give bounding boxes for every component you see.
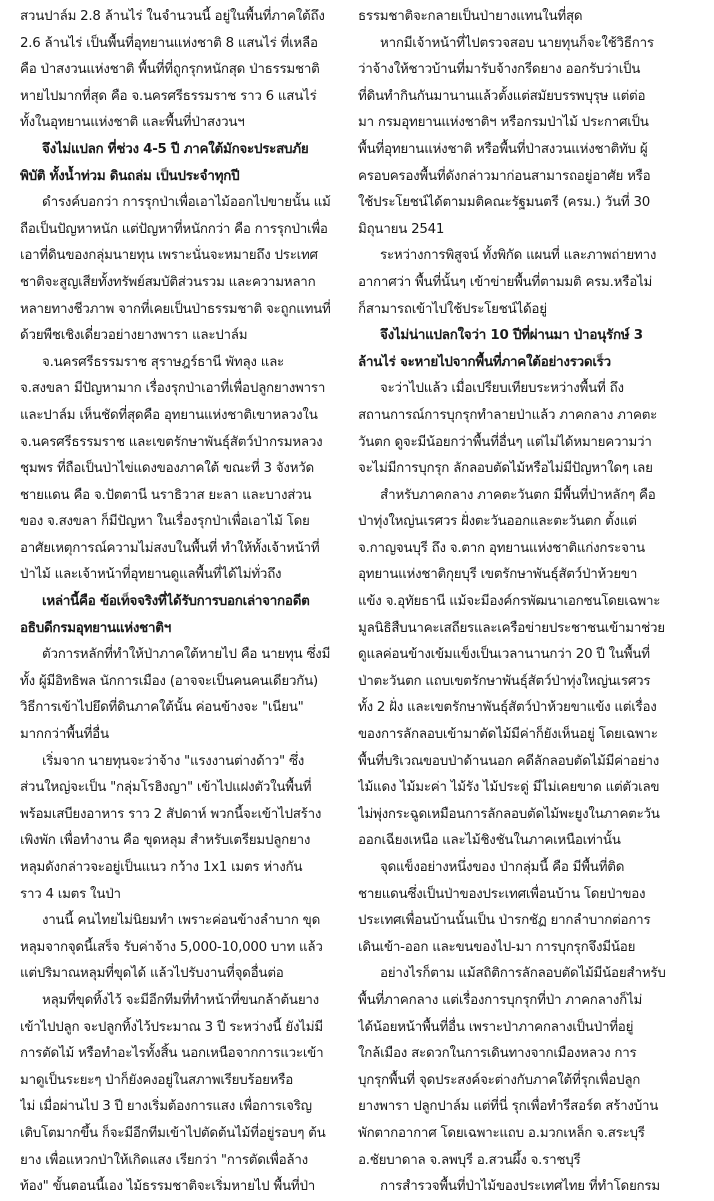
text-line: พื้นที่อุทยานแห่งชาติ หรือพื้นที่ป่าสงวนแห่งชาติทับ ผู้: [358, 141, 648, 157]
text-line: จะว่าไปแล้ว เมื่อเปรียบเทียบระหว่างพื้นที่ ถึง: [380, 381, 624, 397]
text-line: เริ่มจาก นายทุนจะว่าจ้าง "แรงงานต่างด้าว" ซึ่ง: [42, 753, 305, 769]
text-line: สำหรับภาคกลาง ภาคตะวันตก มีพื้นที่ป่าหลักๆ คือ: [380, 487, 656, 503]
text-line: พิบัติ ทั้งน้ำท่วม ดินถล่ม เป็นประจำทุกปี: [20, 168, 240, 184]
text-line: มากกว่าพื้นที่อื่น: [20, 727, 109, 743]
text-line: ของ จ.สงขลา ก็มีปัญหา ในเรื่องรุกป่าเพื่อเอาไม้ โดย: [20, 514, 310, 530]
text-line: ชายแดน คือ จ.ปัตตานี นราธิวาส ยะลา และบางส่วน: [20, 487, 312, 503]
text-line: จึงไม่แปลก ที่ช่วง 4-5 ปี ภาคใต้มักจะประสบภัย: [42, 141, 309, 157]
text-line: ออกเฉียงเหนือ และไม้ชิงชันในภาคเหนือเท่านั้น: [358, 833, 621, 849]
text-line: อย่างไรก็ตาม แม้สถิติการลักลอบตัดไม้มีน้อยสำหรับ: [380, 966, 666, 982]
text-line: หลุมที่ขุดทิ้งไว้ จะมีอีกทีมที่ทำหน้าที่ขนกล้าต้นยาง: [42, 992, 319, 1008]
text-line: เดินเข้า-ออก และขนของไป-มา การบุกรุกจึงมีน้อย: [358, 939, 636, 955]
text-line: สถานการณ์การบุกรุกทำลายป่าแล้ว ภาคกลาง ภาคตะ: [358, 407, 658, 423]
text-line: เหล่านี้คือ ข้อเท็จจริงที่ได้รับการบอกเล่าจากอดีต: [42, 594, 310, 610]
text-line: เอาที่ดินของกลุ่มนายทุน เพราะนั่นจะหมายถึง ประเทศ: [20, 248, 318, 264]
text-line: และปาล์ม เห็นชัดที่สุดคือ อุทยานแห่งชาติเขาหลวงใน: [20, 407, 318, 423]
text-line: หลุมดังกล่าวจะอยู่เป็นแนว กว้าง 1x1 เมตร ห่างกัน: [20, 860, 303, 875]
text-line: การตัดไม้ หรือทำอะไรทั้งสิ้น นอกเหนือจากการแวะเข้า: [20, 1046, 324, 1062]
text-line: อธิบดีกรมอุทยานแห่งชาติฯ: [20, 620, 171, 636]
text-line: พักตากอากาศ โดยเฉพาะแถบ อ.มวกเหล็ก จ.สระบุรี: [358, 1125, 645, 1141]
text-line: ชายแดนซึ่งเป็นป่าของประเทศเพื่อนบ้าน โดยป่าของ: [358, 886, 646, 902]
text-line: ป่าตะวันตก แถบเขตรักษาพันธุ์สัตว์ป่าทุ่งใหญ่นเรศวร: [358, 673, 651, 689]
text-line: ก็สามารถเข้าไปใช้ประโยชน์ได้อยู่: [358, 301, 547, 317]
text-line: แข้ง จ.อุทัยธานี แม้จะมีองค์กรพัฒนาเอกชนโดยเฉพาะ: [358, 594, 661, 610]
text-line: ตัวการหลักที่ทำให้ป่าภาคใต้หายไป คือ นายทุน ซึ่งมี: [42, 647, 331, 663]
text-line: เติบโตมากขึ้น ก็จะมีอีกทีมเข้าไปตัดต้นไม้ที่อยู่รอบๆ ต้น: [20, 1125, 326, 1141]
text-line: เข้าไปปลูก จะปลูกทิ้งไว้ประมาณ 3 ปี ระหว่างนี้ ยังไม่มี: [20, 1019, 323, 1035]
text-line: ใช้ประโยชน์ได้ตามมติคณะรัฐมนตรี (ครม.) วันที่ 30: [358, 195, 651, 211]
text-line: มา กรมอุทยานแห่งชาติฯ หรือกรมป่าไม้ ประกาศเป็น: [358, 115, 649, 131]
text-line: บุกรุกพื้นที่ จุดประสงค์จะต่างกับภาคใต้ที่รุกเพื่อปลูก: [358, 1072, 641, 1088]
text-line: อาศัยเหตุการณ์ความไม่สงบในพื้นที่ ทำให้ทั้งเจ้าหน้าที่: [20, 540, 320, 556]
text-line: ป่าทุ่งใหญ่นเรศวร ฝั่งตะวันออกและตะวันตก ตั้งแต่: [358, 514, 637, 530]
text-line: การสำรวจพื้นที่ป่าไม้ของประเทศไทย ที่ทำโดยกรม: [380, 1179, 660, 1195]
text-line: มาดูเป็นระยะๆ ป่าก็ยังคงอยู่ในสภาพเรียบร้อยหรือ: [20, 1072, 294, 1088]
text-line: หากมีเจ้าหน้าที่ไปตรวจสอบ นายทุนก็จะใช้วิธีการ: [380, 35, 654, 51]
text-line: ที่ดินทำกินกันมานานแล้วตั้งแต่สมัยบรรพบุรุษ แต่ต่อ: [358, 88, 646, 104]
text-line: หลายทางชีวภาพ จากที่เคยเป็นป่าธรรมชาติ จะถูกแทนที่: [20, 301, 331, 317]
text-line: จุดแข็งอย่างหนึ่งของ ป่ากลุ่มนี้ คือ มีพื้นที่ติด: [380, 860, 625, 875]
text-line: ชาติจะสูญเสียทั้งทรัพย์สมบัติส่วนรวม และความหลาก: [20, 274, 316, 290]
text-line: ป่าไม้ และเจ้าหน้าที่อุทยานดูแลพื้นที่ได้ไม่ทั่วถึง: [20, 567, 282, 583]
text-line: มิถุนายน 2541: [358, 221, 445, 237]
left-text-column: [20, 4, 342, 1201]
text-line: ยาง เพื่อแหวกป่าให้เกิดแสง เรียกว่า "การตัดเพื่อล้าง: [20, 1152, 308, 1168]
text-line: ดำรงค์บอกว่า การรุกป่าเพื่อเอาไม้ออกไปขายนั้น แม้: [42, 195, 331, 211]
text-line: เพิงพัก เพื่อทำงาน คือ ขุดหลุม สำหรับเตรียมปลูกยาง: [20, 833, 311, 849]
text-line: อุทยานแห่งชาติกุยบุรี เขตรักษาพันธุ์สัตว์ป่าห้วยขา: [358, 567, 638, 583]
text-line: ธรรมชาติจะกลายเป็นป่ายางแทนในที่สุด: [358, 9, 583, 24]
text-line: ท้อง" ขั้นตอนนี้เอง ไม้ธรรมชาติจะเริ่มหายไป พื้นที่ป่า: [20, 1179, 315, 1195]
text-line: ทั้ง 2 ฝั่ง และเขตรักษาพันธุ์สัตว์ป่าห้วยขาแข้ง แต่เรื่อง: [358, 700, 657, 716]
text-line: พร้อมเสบียงอาหาร ราว 2 สัปดาห์ พวกนี้จะเข้าไปสร้าง: [20, 806, 322, 822]
text-line: จึงไม่น่าแปลกใจว่า 10 ปีที่ผ่านมา ป่าอนุรักษ์ 3: [380, 328, 643, 344]
text-line: พื้นที่บริเวณขอบป่าด้านนอก คดีลักลอบตัดไม้มีค่าอย่าง: [358, 753, 660, 769]
right-text-column: [358, 4, 680, 1201]
text-line: วิธีการเข้าไปยึดที่ดินภาคใต้นั้น ค่อนข้างจะ "เนียน": [20, 700, 304, 716]
text-line: ด้วยพืชเชิงเดี่ยวอย่างยางพารา และปาล์ม: [20, 328, 248, 344]
text-line: อ.ชัยบาดาล จ.ลพบุรี อ.สวนผึ้ง จ.ราชบุรี: [358, 1152, 581, 1168]
text-line: ชุมพร ที่ถือเป็นป่าไข่แดงของภาคใต้ ขณะที่ 3 จังหวัด: [20, 461, 315, 477]
text-line: แต่ปริมาณหลุมที่ขุดได้ แล้วไปรับงานที่จุดอื่นต่อ: [20, 966, 284, 982]
text-line: ล้านไร่ จะหายไปจากพื้นที่ภาคใต้อย่างรวดเร็ว: [358, 354, 611, 370]
text-line: จ.สงขลา มีปัญหามาก เรื่องรุกป่าเอาที่เพื่อปลูกยางพารา: [20, 381, 326, 397]
text-line: ระหว่างการพิสูจน์ ทั้งพิกัด แผนที่ และภาพถ่ายทาง: [380, 248, 657, 264]
text-line: 2.6 ล้านไร่ เป็นพื้นที่อุทยานแห่งชาติ 8 แสนไร่ ที่เหลือ: [20, 35, 318, 51]
text-line: ดูแลค่อนข้างเข้มแข็งเป็นเวลานานกว่า 20 ปี ในพื้นที่: [358, 647, 650, 663]
text-line: วันตก ดูจะมีน้อยกว่าพื้นที่อื่นๆ แต่ไม่ได้หมายความว่า: [358, 434, 652, 450]
text-line: จ.นครศรีธรรมราช สุราษฎร์ธานี พัทลุง และ: [42, 354, 284, 370]
text-line: ว่าจ้างให้ชาวบ้านที่มารับจ้างกรีดยาง ออกรับว่าเป็น: [358, 62, 641, 78]
text-line: ได้น้อยหน้าพื้นที่อื่น เพราะป่าภาคกลางเป็นป่าที่อยู่: [358, 1019, 634, 1035]
text-line: หายไปมากที่สุด คือ จ.นครศรีธรรมราช ราว 6 แสนไร่: [20, 88, 317, 104]
text-line: งานนี้ คนไทยไม่นิยมทำ เพราะค่อนข้างลำบาก ขุด: [42, 913, 321, 929]
text-line: ไม้แดง ไม้มะค่า ไม้รัง ไม้ประดู่ มีไม่เคยขาด แต่ตัวเลข: [358, 780, 660, 796]
text-line: หลุมจากจุดนี้เสร็จ รับค่าจ้าง 5,000-10,000 บาท แล้ว: [20, 939, 323, 955]
text-line: มูลนิธิสืบนาคะเสถียรและเครือข่ายประชาชนเข้ามาช่วย: [358, 620, 665, 636]
text-line: ครอบครองพื้นที่ดังกล่าวมาก่อนสามารถอยู่อาศัย หรือ: [358, 168, 651, 184]
text-line: ทั้ง ผู้มีอิทธิพล นักการเมือง (อาจจะเป็นคนคนเดียวกัน): [20, 673, 318, 689]
text-line: คือ ป่าสงวนแห่งชาติ พื้นที่ที่ถูกรุกหนักสุด ป่าธรรมชาติ: [20, 62, 320, 78]
text-line: ยางพารา ปลูกปาล์ม แต่ที่นี่ รุกเพื่อทำรีสอร์ต สร้างบ้าน: [358, 1099, 659, 1115]
text-line: ถือเป็นปัญหาหนัก แต่ปัญหาที่หนักกว่า คือ การรุกป่าเพื่อ: [20, 221, 328, 237]
text-line: ไม่พุ่งกระฉูดเหมือนการลักลอบตัดไม้พะยูงในภาคตะวัน: [358, 806, 660, 822]
text-line: ของการลักลอบเข้ามาตัดไม้มีค่าก็ยังเห็นอยู่ โดยเฉพาะ: [358, 727, 658, 743]
text-line: ใกล้เมือง สะดวกในการเดินทางจากเมืองหลวง การ: [358, 1046, 637, 1062]
text-line: ราว 4 เมตร ในป่า: [20, 886, 121, 902]
text-line: อากาศว่า พื้นที่นั้นๆ เข้าข่ายพื้นที่ตามมติ ครม.หรือไม่: [358, 274, 653, 290]
text-line: ประเทศเพื่อนบ้านนั้นเป็น ป่ารกชัฏ ยากลำบากต่อการ: [358, 913, 651, 929]
text-line: ทั้งในอุทยานแห่งชาติ และพื้นที่ป่าสงวนฯ: [20, 115, 245, 131]
text-line: จะไม่มีการบุกรุก ลักลอบตัดไม้หรือไม่มีปัญหาใดๆ เลย: [358, 461, 653, 477]
text-line: ไม่ เมื่อผ่านไป 3 ปี ยางเริ่มต้องการแสง เพื่อการเจริญ: [20, 1099, 312, 1115]
text-line: ส่วนใหญ่จะเป็น "กลุ่มโรฮิงญา" เข้าไปแฝงตัวในพื้นที่: [20, 780, 312, 796]
text-line: จ.นครศรีธรรมราช และเขตรักษาพันธุ์สัตว์ป่ากรมหลวง: [20, 434, 323, 450]
text-line: จ.กาญจนบุรี ถึง จ.ตาก อุทยานแห่งชาติแก่งกระจาน: [358, 540, 645, 556]
text-line: พื้นที่ภาคกลาง แต่เรื่องการบุกรุกที่ป่า ภาคกลางก็ไม่: [358, 992, 643, 1008]
text-line: สวนปาล์ม 2.8 ล้านไร่ ในจำนวนนี้ อยู่ในพื้นที่ภาคใต้ถึง: [20, 9, 325, 24]
